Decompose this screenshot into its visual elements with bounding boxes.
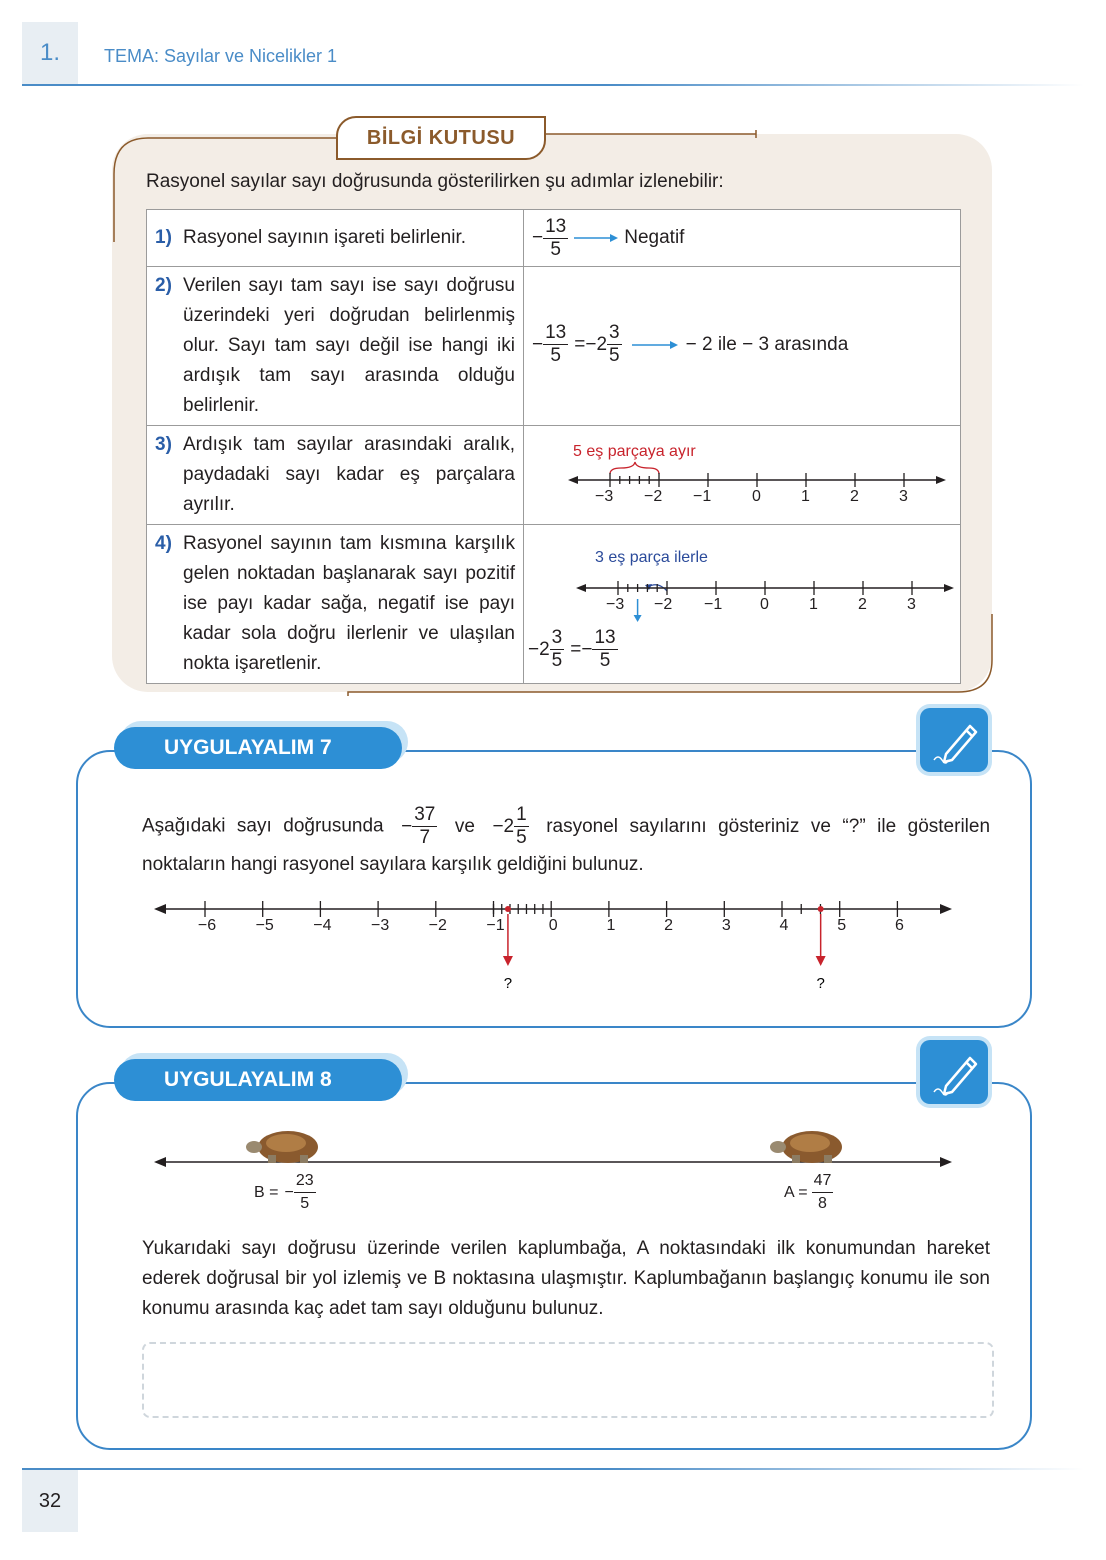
tick-label: 1 (606, 917, 616, 934)
steps-table (146, 209, 961, 684)
step-number: 1) (155, 227, 172, 248)
tick-label: −3 (606, 596, 625, 613)
step-1-cell (147, 210, 524, 267)
fraction: $\frac{13}{5}$ (545, 322, 567, 366)
tick-label: −2 (644, 488, 663, 505)
tick-label: 1 (809, 596, 818, 613)
step-2-example (524, 267, 961, 426)
pencil-icon (920, 708, 988, 772)
info-intro: Rasyonel sayılar sayı doğrusunda gösterilirken şu adımlar izlenebilir: (146, 171, 724, 192)
tick-label: 2 (850, 488, 859, 505)
point-a-label: A = $\frac{47}{8}$ (784, 1170, 833, 1215)
step-number: 4) (155, 533, 172, 554)
fraction: $\frac{3}{5}$ (551, 627, 563, 671)
fraction: $\frac{23}{5}$ (295, 1172, 314, 1212)
tick-label: 3 (721, 917, 731, 934)
step-text: Rasyonel sayının işareti belirlenir. (183, 227, 467, 248)
marker-dot (818, 906, 824, 912)
fraction: $\frac{1}{5}$ (516, 804, 527, 848)
number-line-step3 (524, 426, 962, 523)
arrow-right-icon (630, 339, 682, 351)
divide-caption: 5 eş parçaya ayır (573, 443, 696, 460)
tick-label: 0 (752, 488, 761, 505)
tick-label: −6 (197, 917, 217, 934)
page-number: 32 (22, 1470, 78, 1532)
equals-mixed: =−2 (574, 333, 608, 355)
tick-label: 1 (801, 488, 810, 505)
arrow-down-icon (503, 956, 513, 966)
tick-label: −3 (370, 917, 390, 934)
step-4-example (524, 525, 961, 684)
pencil-icon (920, 1040, 988, 1104)
turtle-icon (246, 1131, 318, 1163)
step-2-cell (147, 267, 524, 426)
tick-label: −2 (654, 596, 673, 613)
tick-label: 0 (760, 596, 769, 613)
footer-divider (22, 1468, 1084, 1470)
step-number: 3) (155, 434, 172, 455)
tick-label: 5 (837, 917, 847, 934)
tick-label: −3 (595, 488, 614, 505)
tick-label: −1 (704, 596, 723, 613)
minus-sign: − (532, 333, 544, 355)
tick-label: 3 (907, 596, 916, 613)
tick-label: 6 (894, 917, 904, 934)
practice-7-number-line (150, 890, 960, 1000)
question-mark-label: ? (503, 975, 513, 992)
step-1-example (524, 210, 961, 267)
tick-label: −1 (693, 488, 712, 505)
arrow-down-icon (816, 956, 826, 966)
interval-result: − 2 ile − 3 arasında (685, 333, 849, 355)
fraction: $\frac{47}{8}$ (813, 1172, 832, 1212)
theme-title: TEMA: Sayılar ve Nicelikler 1 (104, 46, 338, 66)
tick-label: −1 (486, 917, 505, 934)
step-3-example (524, 426, 961, 525)
tick-label: −5 (255, 917, 274, 934)
result-equation: −2 $\frac{3}{5}$ =− $\frac{13}{5}$ (528, 627, 616, 671)
fraction: $\frac{37}{7}$ (414, 804, 436, 848)
practice-7-question: Aşağıdaki sayı doğrusunda − $\frac{37}{7}$ ve −2 $\frac{1}{5}$ rasyonel sayılarını gösteriniz ve “?” ile gösterilen noktaların hangi rasyonel sayılara karşılık geldiğini bulunuz. (142, 804, 991, 875)
fraction: $\frac{13}{5}$ (545, 215, 567, 260)
marker-dot (505, 906, 511, 912)
practice-7-title: UYGULAYALIM 7 (114, 727, 402, 769)
sign-result: Negatif (624, 227, 685, 248)
tick-label: 2 (858, 596, 867, 613)
header-divider (22, 84, 1084, 86)
step-number: 2) (155, 275, 172, 296)
turtle-icon (770, 1131, 842, 1163)
step-4-cell (147, 525, 524, 684)
mixed-fraction: $\frac{3}{5}$ (609, 322, 620, 366)
info-box-title: BİLGİ KUTUSU (336, 116, 546, 160)
tick-label: −4 (313, 917, 332, 934)
tick-label: 4 (779, 917, 789, 934)
tick-label: 3 (899, 488, 908, 505)
practice-8-question: Yukarıdaki sayı doğrusu üzerinde verilen kaplumbağa, A noktasındaki ilk konumundan hareket ederek doğrusal bir yol izlemiş ve B noktasına ulaşmıştır. Kaplumbağanın başlangıç konumu ile son konumu arasında kaç adet tam sayı olduğunu bulunuz. (142, 1238, 990, 1319)
step-text: Verilen sayı tam sayı ise sayı doğrusu üzerindeki yeri doğrudan belirlenmiş olur. Sayı tam sayı değil ise hangi iki ardışık tam sayı arasında olduğu belirlenir. (183, 275, 515, 416)
step-3-cell (147, 426, 524, 525)
practice-8-number-line (150, 1125, 960, 1175)
tick-label: 2 (664, 917, 674, 934)
step-text: Ardışık tam sayılar arasındaki aralık, paydadaki sayı kadar eş parçalara ayrılır. (183, 434, 515, 515)
arrow-right-icon (572, 232, 620, 244)
question-mark-label: ? (816, 975, 825, 992)
advance-caption: 3 eş parça ilerle (595, 549, 708, 566)
minus-sign: − (532, 227, 544, 248)
answer-area[interactable] (142, 1342, 994, 1418)
step-text: Rasyonel sayının tam kısmına karşılık gelen noktadan başlanarak sayı pozitif ise payı kadar sağa, negatif ise payı kadar sola doğru ilerlenir ve ulaşılan nokta işaretlenir. (183, 533, 515, 674)
unit-number: 1. (22, 22, 78, 84)
tick-label: 0 (548, 917, 558, 934)
tick-label: −2 (428, 917, 447, 934)
fraction: $\frac{13}{5}$ (594, 627, 616, 671)
point-b-label: B = − $\frac{23}{5}$ (254, 1170, 316, 1215)
practice-8-title: UYGULAYALIM 8 (114, 1059, 402, 1101)
